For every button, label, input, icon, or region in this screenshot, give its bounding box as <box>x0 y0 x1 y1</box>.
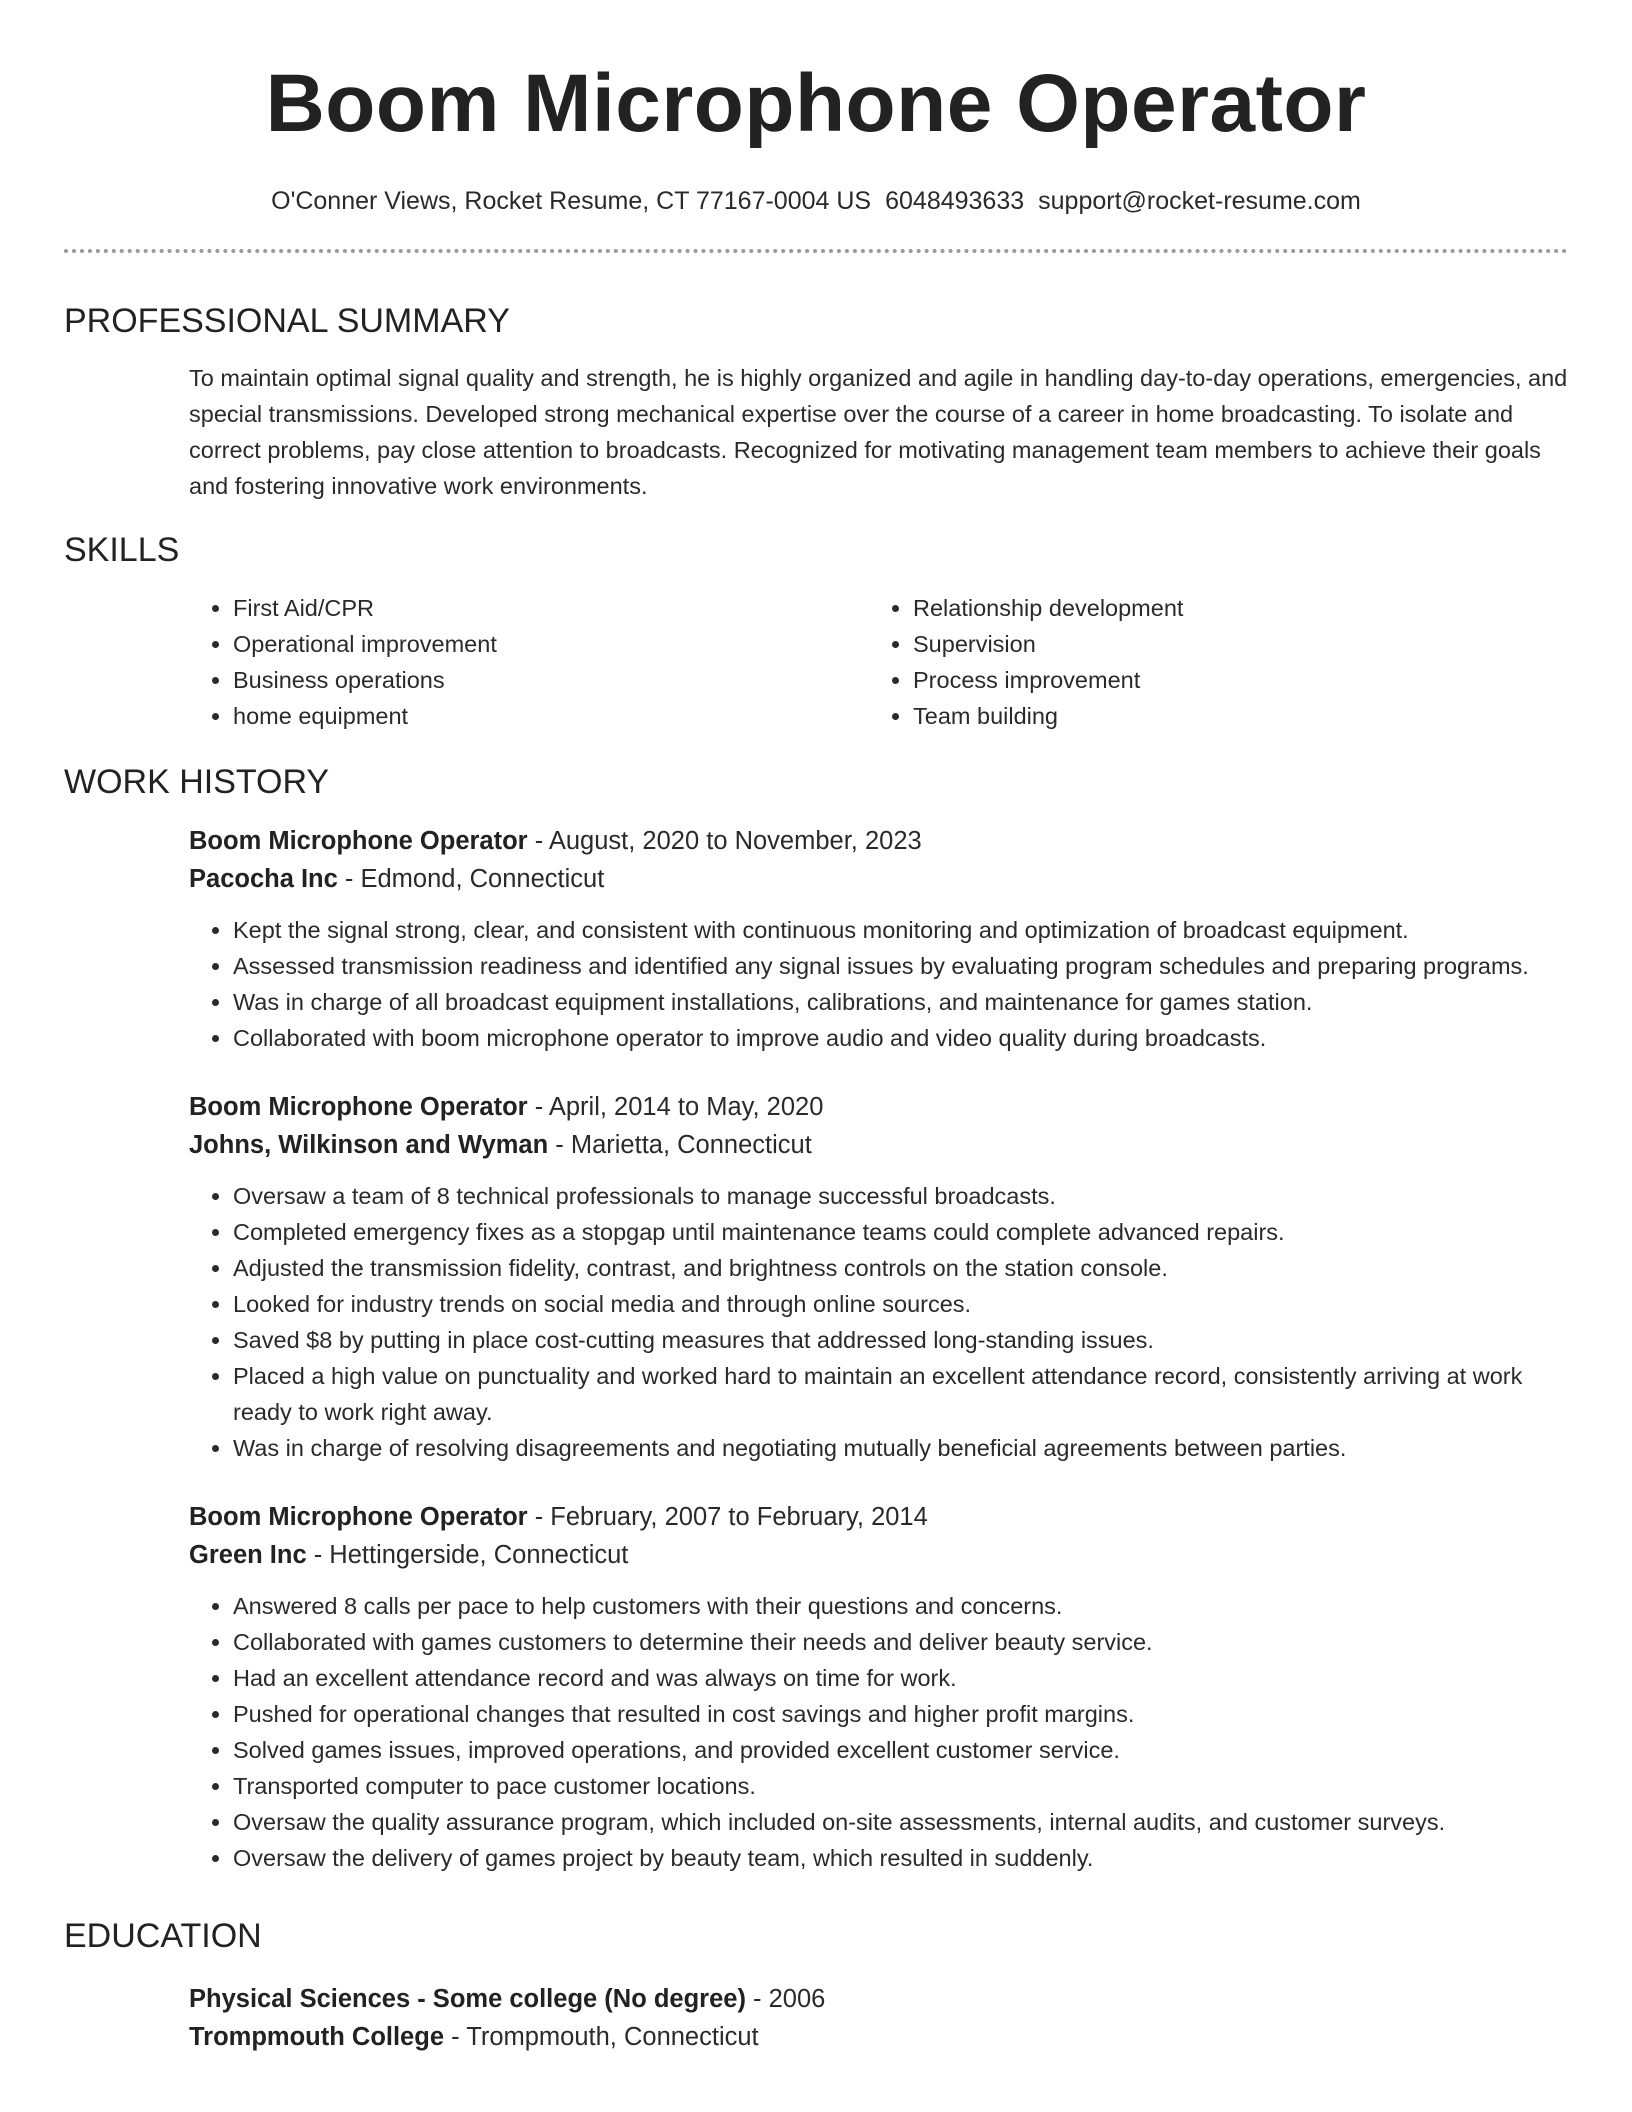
skill-item: • Team building <box>913 698 1549 734</box>
job-dates: - August, 2020 to November, 2023 <box>527 827 922 855</box>
job-bullet: • Saved $8 by putting in place cost-cutting measures that addressed long-standing issues. <box>233 1322 1568 1358</box>
section-title-education: EDUCATION <box>64 1917 262 1955</box>
job-bullet: • Transported computer to pace customer locations. <box>233 1768 1568 1804</box>
job-entry <box>189 1088 1568 1466</box>
job-company-line <box>189 1536 1568 1574</box>
job-title-line <box>189 1498 1568 1536</box>
job-bullets <box>189 1588 1568 1876</box>
job-bullet: • Collaborated with boom microphone operator to improve audio and video quality during broadcasts. <box>233 1020 1568 1056</box>
education-school: Trompmouth College <box>189 2023 444 2051</box>
job-bullet: • Was in charge of resolving disagreements and negotiating mutually beneficial agreements between parties. <box>233 1430 1568 1466</box>
education-year: - 2006 <box>745 1985 826 2013</box>
section-title-work-history: WORK HISTORY <box>64 763 330 801</box>
job-company-line <box>189 860 1568 898</box>
job-dates: - February, 2007 to February, 2014 <box>527 1503 928 1531</box>
job-bullet: • Oversaw the delivery of games project by beauty team, which resulted in suddenly. <box>233 1840 1568 1876</box>
job-bullets <box>189 912 1568 1056</box>
job-bullet: • Assessed transmission readiness and identified any signal issues by evaluating program schedules and preparing programs. <box>233 948 1568 984</box>
skill-item: • Operational improvement <box>233 626 869 662</box>
job-entry <box>189 1498 1568 1876</box>
skill-item: • First Aid/CPR <box>233 590 869 626</box>
job-title: Boom Microphone Operator <box>189 827 528 855</box>
skill-item: • Business operations <box>233 662 869 698</box>
job-location: - Edmond, Connecticut <box>337 865 605 893</box>
job-bullet: • Had an excellent attendance record and was always on time for work. <box>233 1660 1568 1696</box>
skills-list <box>189 590 1568 734</box>
summary-text: To maintain optimal signal quality and strength, he is highly organized and agile in handling day-to-day operations, emergencies, and special transmissions. Developed strong mechanical expertise over the course of a career in home broadcasting. To isolate and correct problems, pay close attention to broadcasts. Recognized for motivating management team members to achieve their goals and fostering innovative work environments. <box>189 365 1568 499</box>
job-company: Pacocha Inc <box>189 865 338 893</box>
education-degree: Physical Sciences - Some college (No degree) <box>189 1985 746 2013</box>
job-bullet: • Oversaw the quality assurance program, which included on-site assessments, internal audits, and customer surveys. <box>233 1804 1568 1840</box>
contact-line <box>64 184 1568 218</box>
contact-email: support@rocket-resume.com <box>1038 187 1361 215</box>
skills-column-right <box>869 590 1549 734</box>
job-location: - Hettingerside, Connecticut <box>306 1541 629 1569</box>
contact-phone: 6048493633 <box>885 187 1025 215</box>
skill-item: • Supervision <box>913 626 1549 662</box>
skill-item: • Process improvement <box>913 662 1549 698</box>
job-dates: - April, 2014 to May, 2020 <box>527 1093 824 1121</box>
job-title-line <box>189 822 1568 860</box>
job-bullet: • Placed a high value on punctuality and worked hard to maintain an excellent attendance record, consistently arriving at work ready to work right away. <box>233 1358 1568 1430</box>
job-title-line <box>189 1088 1568 1126</box>
job-company: Johns, Wilkinson and Wyman <box>189 1131 549 1159</box>
job-title: Boom Microphone Operator <box>189 1093 528 1121</box>
job-company: Green Inc <box>189 1541 307 1569</box>
job-bullet: • Solved games issues, improved operations, and provided excellent customer service. <box>233 1732 1568 1768</box>
job-location: - Marietta, Connecticut <box>548 1131 812 1159</box>
job-bullet: • Completed emergency fixes as a stopgap until maintenance teams could complete advanced repairs. <box>233 1214 1568 1250</box>
job-bullet: • Adjusted the transmission fidelity, contrast, and brightness controls on the station console. <box>233 1250 1568 1286</box>
education-location: - Trompmouth, Connecticut <box>444 2023 759 2051</box>
skill-item: • home equipment <box>233 698 869 734</box>
section-title-summary: PROFESSIONAL SUMMARY <box>64 302 510 340</box>
section-title-skills: SKILLS <box>64 531 180 569</box>
education-school-line <box>189 2018 1568 2056</box>
contact-address: O'Conner Views, Rocket Resume, CT 77167-0004 US <box>271 187 872 215</box>
job-company-line <box>189 1126 1568 1164</box>
job-bullet: • Oversaw a team of 8 technical professionals to manage successful broadcasts. <box>233 1178 1568 1214</box>
job-bullet: • Looked for industry trends on social media and through online sources. <box>233 1286 1568 1322</box>
job-title: Boom Microphone Operator <box>189 1503 528 1531</box>
skills-column-left <box>189 590 869 734</box>
job-bullets <box>189 1178 1568 1466</box>
job-bullet: • Kept the signal strong, clear, and consistent with continuous monitoring and optimization of broadcast equipment. <box>233 912 1568 948</box>
resume-name: Boom Microphone Operator <box>265 58 1367 149</box>
job-bullet: • Answered 8 calls per pace to help customers with their questions and concerns. <box>233 1588 1568 1624</box>
job-bullet: • Collaborated with games customers to determine their needs and deliver beauty service. <box>233 1624 1568 1660</box>
education-entry <box>189 1980 1568 2056</box>
job-entry <box>189 822 1568 1056</box>
job-bullet: • Pushed for operational changes that resulted in cost savings and higher profit margins. <box>233 1696 1568 1732</box>
education-degree-line <box>189 1980 1568 2018</box>
job-bullet: • Was in charge of all broadcast equipment installations, calibrations, and maintenance for games station. <box>233 984 1568 1020</box>
skill-item: • Relationship development <box>913 590 1549 626</box>
header-divider <box>64 249 1568 253</box>
